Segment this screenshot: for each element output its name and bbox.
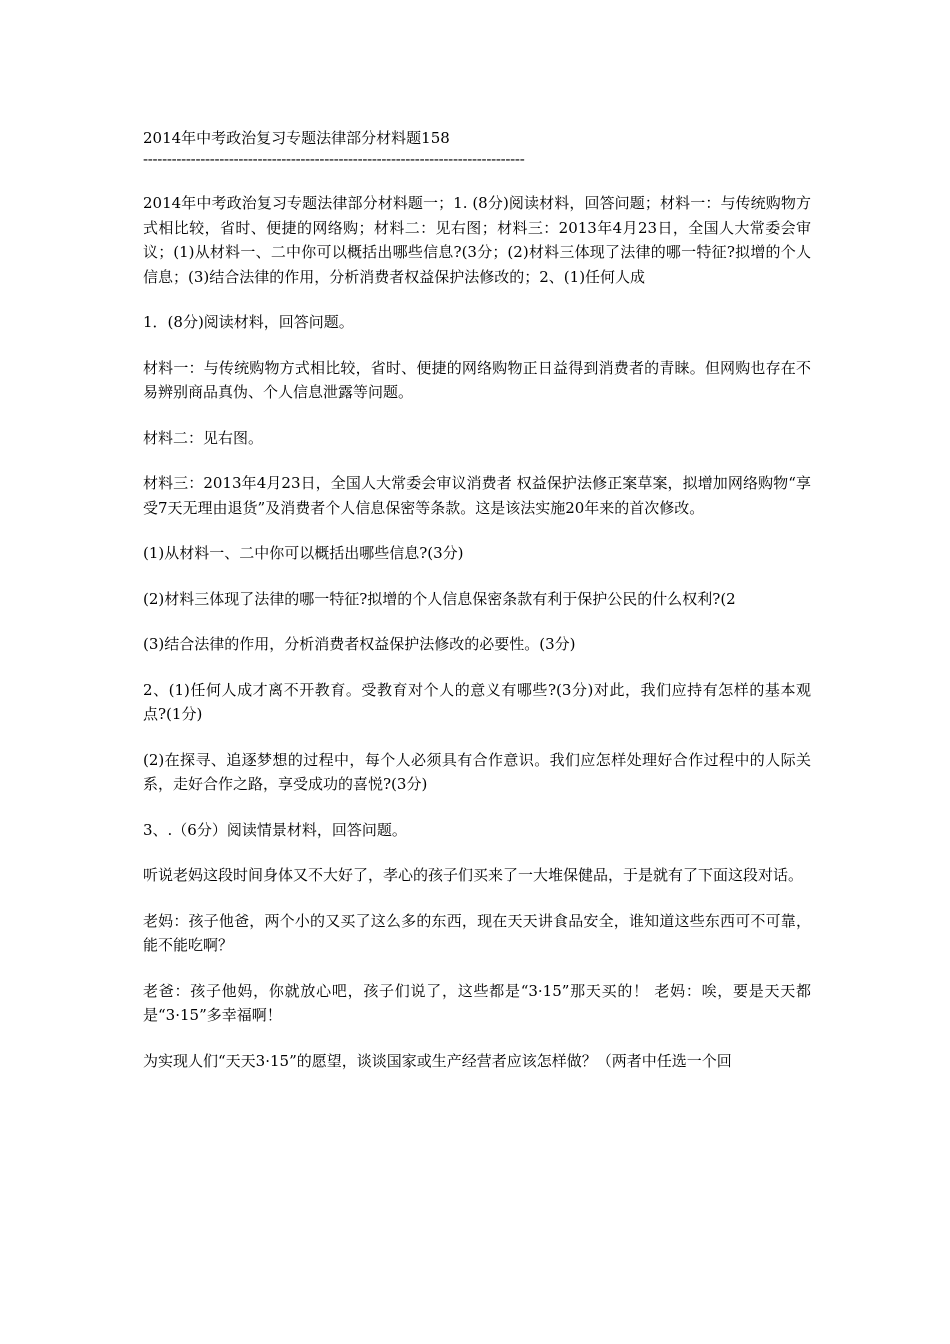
separator-line: --------------------------------------------------------------------------------	[143, 150, 525, 168]
question-2-part-2: (2)在探寻、追逐梦想的过程中，每个人必须具有合作意识。我们应怎样处理好合作过程中的人际关系，走好合作之路，享受成功的喜悦?(3分)	[143, 750, 811, 793]
question-1-part-3: (3)结合法律的作用，分析消费者权益保护法修改的必要性。(3分)	[143, 635, 576, 653]
question-1-part-2: (2)材料三体现了法律的哪一特征?拟增的个人信息保密条款有利于保护公民的什么权利?(2	[143, 589, 736, 608]
question-1-heading: 1．(8分)阅读材料，回答问题。	[143, 313, 354, 331]
scenario-intro-paragraph: 听说老妈这段时间身体又不大好了，孝心的孩子们买来了一大堆保健品，于是就有了下面这段对话。	[143, 866, 804, 884]
document-title: 2014年中考政治复习专题法律部分材料题158	[143, 129, 450, 147]
dialogue-mom-paragraph: 老妈：孩子他爸，两个小的又买了这么多的东西，现在天天讲食品安全，谁知道这些东西可不可靠，能不能吃啊？	[143, 911, 811, 954]
material-2-paragraph: 材料二：见右图。	[143, 428, 264, 447]
material-3-paragraph: 材料三：2013年4月23日，全国人大常委会审议消费者 权益保护法修正案草案，拟增加网络购物“享受7天无理由退货”及消费者个人信息保密等条款。这是该法实施20年来的首次修改。	[143, 474, 811, 517]
dialogue-dad-paragraph: 老爸：孩子他妈，你就放心吧，孩子们说了，这些都是“3·15”那天买的！ 老妈：唉，要是天天都是“3·15”多幸福啊！	[143, 981, 811, 1024]
document-page	[143, 127, 811, 1094]
question-3-prompt: 为实现人们“天天3·15”的愿望，谈谈国家或生产经营者应该怎样做？（两者中任选一个回	[143, 1051, 732, 1070]
question-3-heading: 3、.（6分）阅读情景材料，回答问题。	[143, 820, 407, 839]
question-1-part-1: (1)从材料一、二中你可以概括出哪些信息?(3分)	[143, 544, 464, 562]
material-1-paragraph: 材料一：与传统购物方式相比较，省时、便捷的网络购物正日益得到消费者的青睐。但网购也存在不易辨别商品真伪、个人信息泄露等问题。	[143, 358, 811, 401]
question-2-part-1: 2、(1)任何人成才离不开教育。受教育对个人的意义有哪些?(3分)对此，我们应持有怎样的基本观点?(1分)	[143, 680, 811, 723]
summary-paragraph: 2014年中考政治复习专题法律部分材料题一；1. (8分)阅读材料，回答问题；材料一：与传统购物方式相比较，省时、便捷的网络购；材料二：见右图；材料三：2013年4月23日，全国人大常委会审议；(1)从材料一、二中你可以概括出哪些信息?(3分；(2)材料三体现了法律的哪一特征?拟增的个人信息；(3)结合法律的作用，分析消费者权益保护法修改的；2、(1)任何人成	[143, 194, 811, 286]
